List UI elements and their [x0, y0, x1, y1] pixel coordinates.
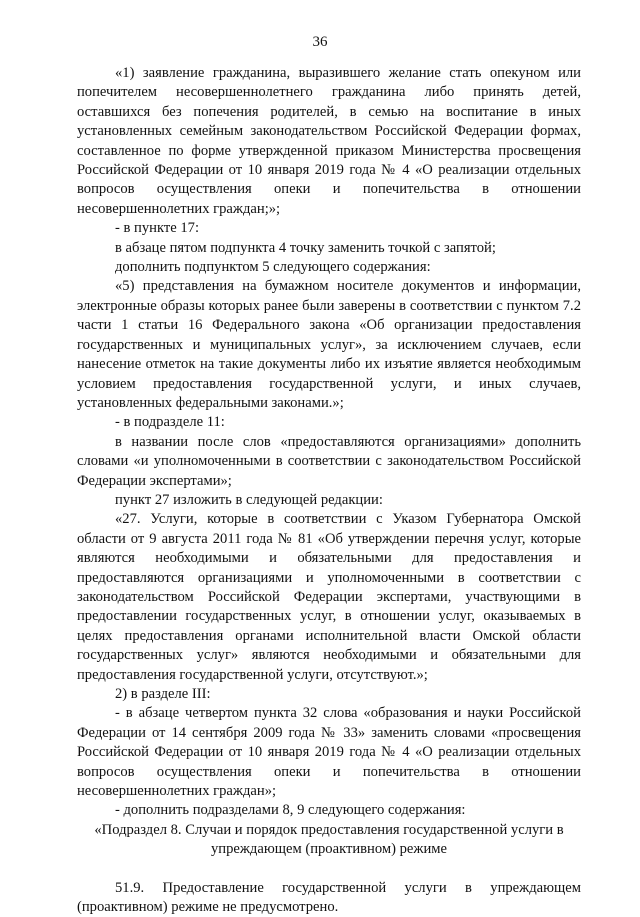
- paragraph-item-27-text: «27. Услуги, которые в соответствии с Указом Губернатора Омской области от 9 августа 2011 года № 81 «Об утверждении перечня услуг, которые являются необходимыми и обязательными для предоставления и предоставляются организациями и уполномоченными в соответствии с законодательством Российской Федерации экспертами, участвующими в предоставлении государственных услуг, в отношении услуг, оказываемых в целях предоставления органами исполнительной власти Омской области государственных услуг» являются необходимыми и обязательными для предоставления государственной услуги, отсутствуют.»;: [77, 511, 581, 683]
- paragraph-subsection-11: - в подразделе 11:: [115, 414, 225, 431]
- paragraph-item-17: - в пункте 17:: [115, 220, 200, 237]
- paragraph-final: 51.9. Предоставление государственной услуги в упреждающем (проактивном) режиме не предусмотрено.: [77, 879, 581, 916]
- paragraph-item-32: - в абзаце четвертом пункта 32 слова «образования и науки Российской Федерации от 14 сентября 2009 года № 33» заменить словами «просвещения Российской Федерации от 10 января 2019 года № 4 «О реализации отдельных вопросов осуществления опеки и попечительства в отношении несовершеннолетних граждан»;: [77, 705, 581, 800]
- paragraph-item-1: «1) заявление гражданина, выразившего желание стать опекуном или попечителем несовершеннолетнего гражданина либо принять детей, оставшихся без попечения родителей, в семью на воспитание в иных установленных семейным законодательством Российской Федерации формах, составленное по форме утвержденной приказом Министерства просвещения Российской Федерации от 10 января 2019 года № 4 «О реализации отдельных вопросов осуществления опеки и попечительства в отношении несовершеннолетних граждан;»;: [77, 65, 581, 217]
- section-title: «Подраздел 8. Случаи и порядок предоставления государственной услуги в упреждающем (проактивном) режиме: [94, 821, 564, 858]
- document-body: [77, 64, 581, 917]
- page-number: 36: [312, 34, 328, 50]
- paragraph-section-3: 2) в разделе III:: [115, 686, 211, 702]
- paragraph-add-subitem-5: дополнить подпунктом 5 следующего содержания:: [115, 259, 431, 276]
- paragraph-item-27-intro: пункт 27 изложить в следующей редакции:: [115, 491, 383, 508]
- paragraph-abzats-5: в абзаце пятом подпункта 4 точку заменить точкой с запятой;: [115, 239, 496, 256]
- paragraph-title-change: в названии после слов «предоставляются организациями» дополнить словами «и уполномоченными в соответствии с законодательством Российской Федерации экспертами»;: [77, 433, 581, 489]
- paragraph-subitem-5-text: «5) представления на бумажном носителе документов и информации, электронные образы которых ранее были заверены в соответствии с пунктом 7.2 части 1 статьи 16 Федерального закона «Об организации предоставления государственных и муниципальных услуг», за исключением случаев, если нанесение отметок на такие документы либо их изъятие является необходимым условием предоставления государственной услуги, и иных случаев, установленных федеральными законами.»;: [77, 278, 581, 411]
- paragraph-add-subsections: - дополнить подразделами 8, 9 следующего содержания:: [115, 802, 466, 819]
